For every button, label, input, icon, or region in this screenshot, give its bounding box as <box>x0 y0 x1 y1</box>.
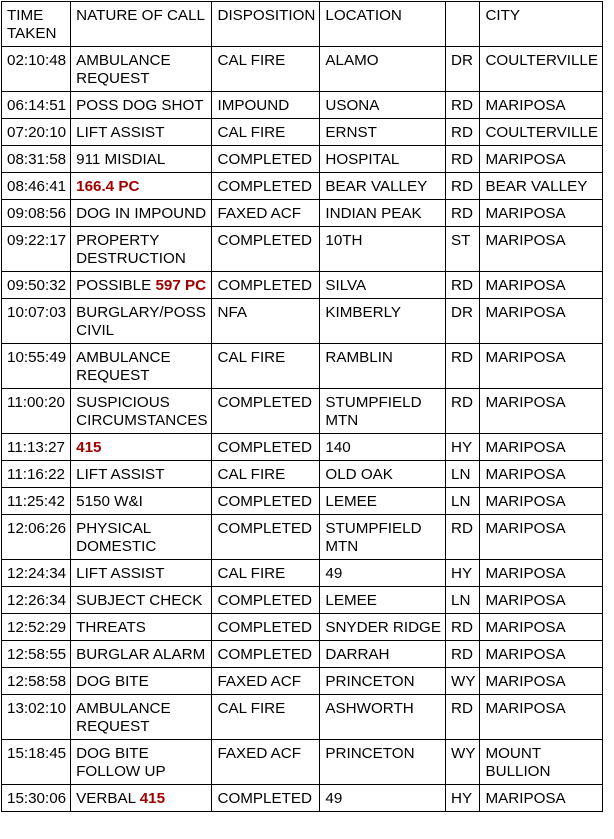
cell-location <box>320 515 446 560</box>
cell-disposition: CAL FIRE <box>212 344 320 389</box>
cell-city <box>480 488 603 515</box>
cell-nature-of-call <box>71 488 212 515</box>
cell-time-taken: 11:16:22 <box>2 461 71 488</box>
cell-street-type: RD <box>446 173 480 200</box>
location-line: DARRAH <box>325 646 390 663</box>
city-line: MARIPOSA <box>485 304 566 321</box>
city-line: BEAR VALLEY <box>485 178 588 195</box>
cell-nature-of-call <box>71 434 212 461</box>
cell-nature-of-call <box>71 119 212 146</box>
cell-disposition: FAXED ACF <box>212 668 320 695</box>
table-row <box>2 92 603 119</box>
table-row <box>2 587 603 614</box>
city-line: MARIPOSA <box>485 619 566 636</box>
table-row <box>2 785 603 812</box>
location-line: ALAMO <box>325 52 379 69</box>
location-line: PRINCETON <box>325 745 415 762</box>
cell-location <box>320 173 446 200</box>
cell-time-taken: 02:10:48 <box>2 47 71 92</box>
location-line: STUMPFIELD <box>325 394 422 411</box>
cell-nature-of-call <box>71 785 212 812</box>
cell-location <box>320 146 446 173</box>
cell-street-type: HY <box>446 434 480 461</box>
cell-city <box>480 587 603 614</box>
cell-time-taken: 11:13:27 <box>2 434 71 461</box>
cell-time-taken: 12:06:26 <box>2 515 71 560</box>
city-line: MARIPOSA <box>485 700 566 717</box>
cell-nature-of-call <box>71 200 212 227</box>
city-line: COULTERVILLE <box>485 124 599 141</box>
cell-location <box>320 389 446 434</box>
cell-street-type: LN <box>446 587 480 614</box>
cell-time-taken: 09:50:32 <box>2 272 71 299</box>
location-line: 49 <box>325 790 343 807</box>
cell-nature-of-call <box>71 695 212 740</box>
cell-disposition: COMPLETED <box>212 173 320 200</box>
city-line: MARIPOSA <box>485 205 566 222</box>
nature-line: SUSPICIOUS <box>76 394 170 411</box>
cell-street-type: RD <box>446 92 480 119</box>
cell-city <box>480 272 603 299</box>
cell-disposition: COMPLETED <box>212 641 320 668</box>
cell-city <box>480 299 603 344</box>
cell-location <box>320 344 446 389</box>
table-row <box>2 299 603 344</box>
cell-city <box>480 560 603 587</box>
cell-nature-of-call <box>71 560 212 587</box>
table-row <box>2 641 603 668</box>
table-row <box>2 488 603 515</box>
cell-time-taken: 12:24:34 <box>2 560 71 587</box>
cell-disposition: COMPLETED <box>212 272 320 299</box>
nature-line: DOG BITE <box>76 745 149 762</box>
header-time-taken: TIME TAKEN <box>2 2 71 47</box>
cell-city <box>480 641 603 668</box>
table-row <box>2 173 603 200</box>
cell-city <box>480 200 603 227</box>
nature-line: LIFT ASSIST <box>76 565 165 582</box>
cell-location <box>320 200 446 227</box>
nature-line: DESTRUCTION <box>76 250 186 267</box>
cell-time-taken: 15:30:06 <box>2 785 71 812</box>
cell-disposition: COMPLETED <box>212 614 320 641</box>
cell-nature-of-call <box>71 173 212 200</box>
penal-code: 415 <box>139 790 166 807</box>
location-line: SNYDER RIDGE <box>325 619 441 636</box>
table-row <box>2 461 603 488</box>
nature-line: REQUEST <box>76 718 150 735</box>
table-row <box>2 515 603 560</box>
cell-location <box>320 92 446 119</box>
city-line: MARIPOSA <box>485 439 566 456</box>
cell-nature-of-call <box>71 146 212 173</box>
nature-line: FOLLOW UP <box>76 763 166 780</box>
table-row <box>2 434 603 461</box>
cell-city <box>480 668 603 695</box>
cell-disposition: COMPLETED <box>212 515 320 560</box>
cell-city <box>480 740 603 785</box>
cell-disposition: CAL FIRE <box>212 119 320 146</box>
table-row <box>2 695 603 740</box>
location-line: OLD OAK <box>325 466 393 483</box>
cell-street-type: LN <box>446 488 480 515</box>
city-line: MARIPOSA <box>485 520 566 537</box>
nature-line: 911 MISDIAL <box>76 151 166 168</box>
cell-time-taken: 12:52:29 <box>2 614 71 641</box>
cell-time-taken: 07:20:10 <box>2 119 71 146</box>
cell-location <box>320 560 446 587</box>
cell-street-type: HY <box>446 560 480 587</box>
cell-nature-of-call <box>71 587 212 614</box>
city-line: MARIPOSA <box>485 151 566 168</box>
table-row <box>2 389 603 434</box>
nature-line: PHYSICAL <box>76 520 152 537</box>
cell-disposition: FAXED ACF <box>212 740 320 785</box>
cell-nature-of-call <box>71 461 212 488</box>
cell-city <box>480 785 603 812</box>
cell-location <box>320 488 446 515</box>
cell-disposition: COMPLETED <box>212 785 320 812</box>
cell-location <box>320 461 446 488</box>
cell-city <box>480 227 603 272</box>
cell-street-type: DR <box>446 299 480 344</box>
location-line: 10TH <box>325 232 363 249</box>
cell-street-type: RD <box>446 389 480 434</box>
location-line: LEMEE <box>325 493 377 510</box>
cell-street-type: RD <box>446 344 480 389</box>
cell-street-type: RD <box>446 146 480 173</box>
cell-time-taken: 09:08:56 <box>2 200 71 227</box>
cell-street-type: WY <box>446 740 480 785</box>
cell-street-type: LN <box>446 461 480 488</box>
nature-line: DOG BITE <box>76 673 149 690</box>
cell-location <box>320 434 446 461</box>
nature-line: BURGLAR ALARM <box>76 646 206 663</box>
cell-time-taken: 12:58:55 <box>2 641 71 668</box>
location-line: SILVA <box>325 277 367 294</box>
cell-nature-of-call <box>71 668 212 695</box>
cell-street-type: HY <box>446 785 480 812</box>
city-line: MARIPOSA <box>485 349 566 366</box>
cell-location <box>320 272 446 299</box>
cell-location <box>320 119 446 146</box>
cell-time-taken: 12:58:58 <box>2 668 71 695</box>
cell-disposition: CAL FIRE <box>212 695 320 740</box>
header-nature-of-call: NATURE OF CALL <box>71 2 212 47</box>
table-row <box>2 227 603 272</box>
cell-nature-of-call <box>71 740 212 785</box>
nature-text: VERBAL <box>76 790 140 807</box>
cell-disposition: COMPLETED <box>212 389 320 434</box>
cell-time-taken: 13:02:10 <box>2 695 71 740</box>
cell-location <box>320 641 446 668</box>
cell-location <box>320 740 446 785</box>
city-line: MARIPOSA <box>485 646 566 663</box>
nature-text: POSSIBLE <box>76 277 156 294</box>
nature-line: AMBULANCE <box>76 52 171 69</box>
cell-time-taken: 11:25:42 <box>2 488 71 515</box>
cell-city <box>480 695 603 740</box>
city-line: MARIPOSA <box>485 232 566 249</box>
location-line: BEAR VALLEY <box>325 178 428 195</box>
cell-street-type: RD <box>446 695 480 740</box>
penal-code: 597 PC <box>155 277 207 294</box>
cell-location <box>320 785 446 812</box>
call-log-table <box>1 1 603 812</box>
location-line: MTN <box>325 412 359 429</box>
table-row <box>2 200 603 227</box>
cell-street-type: RD <box>446 614 480 641</box>
cell-disposition: COMPLETED <box>212 227 320 272</box>
cell-disposition: CAL FIRE <box>212 560 320 587</box>
nature-line: THREATS <box>76 619 146 636</box>
city-line: MARIPOSA <box>485 97 566 114</box>
cell-time-taken: 10:55:49 <box>2 344 71 389</box>
table-row <box>2 614 603 641</box>
table-body <box>2 47 603 812</box>
location-line: INDIAN PEAK <box>325 205 422 222</box>
cell-nature-of-call <box>71 389 212 434</box>
cell-street-type: RD <box>446 272 480 299</box>
table-row <box>2 119 603 146</box>
cell-disposition: NFA <box>212 299 320 344</box>
cell-location <box>320 614 446 641</box>
nature-line: PROPERTY <box>76 232 160 249</box>
nature-line: LIFT ASSIST <box>76 466 165 483</box>
city-line: MARIPOSA <box>485 592 566 609</box>
cell-city <box>480 119 603 146</box>
cell-location <box>320 299 446 344</box>
city-line: MARIPOSA <box>485 790 566 807</box>
nature-line: REQUEST <box>76 367 150 384</box>
cell-city <box>480 344 603 389</box>
city-line: MARIPOSA <box>485 493 566 510</box>
cell-disposition: COMPLETED <box>212 488 320 515</box>
cell-location <box>320 668 446 695</box>
city-line: MOUNT <box>485 745 542 762</box>
cell-disposition: COMPLETED <box>212 434 320 461</box>
cell-city <box>480 461 603 488</box>
cell-time-taken: 12:26:34 <box>2 587 71 614</box>
cell-time-taken: 11:00:20 <box>2 389 71 434</box>
cell-disposition: FAXED ACF <box>212 200 320 227</box>
location-line: 140 <box>325 439 351 456</box>
city-line: BULLION <box>485 763 551 780</box>
cell-nature-of-call <box>71 227 212 272</box>
penal-code: 166.4 PC <box>76 178 140 195</box>
cell-time-taken: 08:46:41 <box>2 173 71 200</box>
cell-street-type: ST <box>446 227 480 272</box>
cell-nature-of-call <box>71 515 212 560</box>
nature-line: BURGLARY/POSS <box>76 304 206 321</box>
table-row <box>2 272 603 299</box>
cell-location <box>320 227 446 272</box>
nature-line: REQUEST <box>76 70 150 87</box>
cell-street-type: RD <box>446 200 480 227</box>
cell-time-taken: 10:07:03 <box>2 299 71 344</box>
location-line: HOSPITAL <box>325 151 400 168</box>
table-row <box>2 146 603 173</box>
location-line: USONA <box>325 97 380 114</box>
location-line: LEMEE <box>325 592 377 609</box>
cell-city <box>480 515 603 560</box>
cell-time-taken: 06:14:51 <box>2 92 71 119</box>
nature-line: DOMESTIC <box>76 538 157 555</box>
cell-city <box>480 434 603 461</box>
cell-nature-of-call <box>71 641 212 668</box>
cell-nature-of-call <box>71 47 212 92</box>
cell-nature-of-call <box>71 299 212 344</box>
header-street-type <box>446 2 480 47</box>
location-line: MTN <box>325 538 359 555</box>
cell-city <box>480 614 603 641</box>
cell-disposition: COMPLETED <box>212 146 320 173</box>
nature-line: SUBJECT CHECK <box>76 592 203 609</box>
nature-line: AMBULANCE <box>76 349 171 366</box>
city-line: MARIPOSA <box>485 394 566 411</box>
table-row <box>2 668 603 695</box>
cell-time-taken: 08:31:58 <box>2 146 71 173</box>
cell-nature-of-call <box>71 92 212 119</box>
nature-line: CIVIL <box>76 322 115 339</box>
nature-line: LIFT ASSIST <box>76 124 165 141</box>
cell-city <box>480 389 603 434</box>
cell-location <box>320 587 446 614</box>
cell-time-taken: 15:18:45 <box>2 740 71 785</box>
penal-code: 415 <box>76 439 102 456</box>
nature-line: POSS DOG SHOT <box>76 97 204 114</box>
city-line: MARIPOSA <box>485 673 566 690</box>
city-line: MARIPOSA <box>485 565 566 582</box>
table-row <box>2 740 603 785</box>
cell-disposition: CAL FIRE <box>212 47 320 92</box>
city-line: COULTERVILLE <box>485 52 599 69</box>
location-line: STUMPFIELD <box>325 520 422 537</box>
cell-nature-of-call <box>71 614 212 641</box>
header-row <box>2 2 603 47</box>
location-line: ERNST <box>325 124 377 141</box>
cell-disposition: CAL FIRE <box>212 461 320 488</box>
cell-city <box>480 173 603 200</box>
cell-street-type: DR <box>446 47 480 92</box>
header-location: LOCATION <box>320 2 446 47</box>
nature-line: 5150 W&I <box>76 493 143 510</box>
nature-line: DOG IN IMPOUND <box>76 205 207 222</box>
table-row <box>2 47 603 92</box>
cell-time-taken: 09:22:17 <box>2 227 71 272</box>
cell-city <box>480 92 603 119</box>
city-line: MARIPOSA <box>485 277 566 294</box>
city-line: MARIPOSA <box>485 466 566 483</box>
cell-disposition: COMPLETED <box>212 587 320 614</box>
location-line: RAMBLIN <box>325 349 393 366</box>
cell-street-type: WY <box>446 668 480 695</box>
cell-street-type: RD <box>446 515 480 560</box>
cell-nature-of-call <box>71 272 212 299</box>
header-disposition: DISPOSITION <box>212 2 320 47</box>
location-line: KIMBERLY <box>325 304 402 321</box>
cell-city <box>480 47 603 92</box>
cell-nature-of-call <box>71 344 212 389</box>
header-city: CITY <box>480 2 603 47</box>
cell-city <box>480 146 603 173</box>
table-row <box>2 560 603 587</box>
cell-street-type: RD <box>446 641 480 668</box>
table-row <box>2 344 603 389</box>
location-line: 49 <box>325 565 343 582</box>
nature-line: CIRCUMSTANCES <box>76 412 208 429</box>
location-line: PRINCETON <box>325 673 415 690</box>
cell-disposition: IMPOUND <box>212 92 320 119</box>
cell-location <box>320 695 446 740</box>
cell-location <box>320 47 446 92</box>
location-line: ASHWORTH <box>325 700 414 717</box>
cell-street-type: RD <box>446 119 480 146</box>
nature-line: AMBULANCE <box>76 700 171 717</box>
